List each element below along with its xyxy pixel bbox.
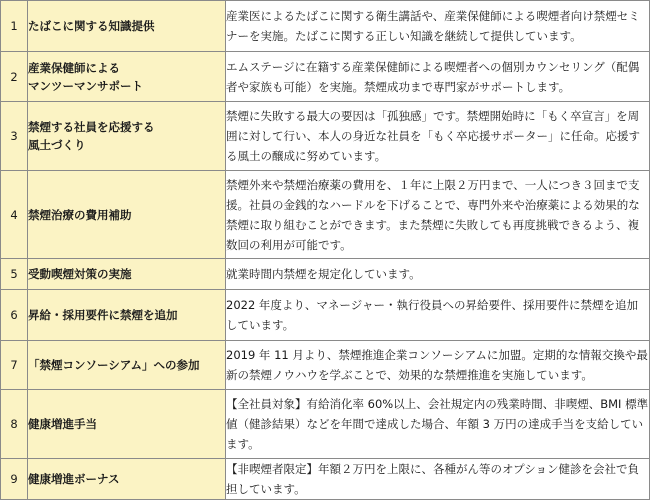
measure-title: 受動喫煙対策の実施 bbox=[28, 259, 226, 290]
measure-title: 禁煙治療の費用補助 bbox=[28, 171, 226, 259]
measure-title: 「禁煙コンソーシアム」への参加 bbox=[28, 341, 226, 390]
measure-description: 禁煙外来や禁煙治療薬の費用を、１年に上限２万円まで、一人につき３回まで支援。社員の金銭的なハードルを下げることで、専門外来や治療薬による効果的な禁煙に取り組むことができます。また禁煙に失敗しても再度挑戦できるよう、複数回の利用が可能です。 bbox=[226, 171, 650, 259]
row-number: 6 bbox=[1, 290, 28, 341]
table-row bbox=[1, 102, 650, 171]
row-number: 7 bbox=[1, 341, 28, 390]
row-number: 3 bbox=[1, 102, 28, 171]
row-number: 5 bbox=[1, 259, 28, 290]
measure-description: 産業医によるたばこに関する衛生講話や、産業保健師による喫煙者向け禁煙セミナーを実施。たばこに関する正しい知識を継続して提供しています。 bbox=[226, 1, 650, 52]
measure-title: 禁煙する社員を応援する 風土づくり bbox=[28, 102, 226, 171]
measure-title: 健康増進ボーナス bbox=[28, 459, 226, 500]
measure-description: 就業時間内禁煙を規定化しています。 bbox=[226, 259, 650, 290]
row-number: 4 bbox=[1, 171, 28, 259]
row-number: 8 bbox=[1, 390, 28, 459]
table-row bbox=[1, 459, 650, 500]
row-number: 9 bbox=[1, 459, 28, 500]
row-number: 1 bbox=[1, 1, 28, 52]
table-row bbox=[1, 52, 650, 102]
table-row bbox=[1, 341, 650, 390]
table-row bbox=[1, 1, 650, 52]
measure-title: たばこに関する知識提供 bbox=[28, 1, 226, 52]
measure-description: 2022 年度より、マネージャー・執行役員への昇給要件、採用要件に禁煙を追加しています。 bbox=[226, 290, 650, 341]
measure-title: 産業保健師による マンツーマンサポート bbox=[28, 52, 226, 102]
measure-title: 昇給・採用要件に禁煙を追加 bbox=[28, 290, 226, 341]
measure-description: 禁煙に失敗する最大の要因は「孤独感」です。禁煙開始時に「もく卒宣言」を周囲に対して行い、本人の身近な社員を「もく卒応援サポーター」に任命。応援する風土の醸成に努めています。 bbox=[226, 102, 650, 171]
measure-description: 【非喫煙者限定】年額２万円を上限に、各種がん等のオプション健診を会社で負担しています。 bbox=[226, 459, 650, 500]
table-row bbox=[1, 390, 650, 459]
measure-title: 健康増進手当 bbox=[28, 390, 226, 459]
table-row bbox=[1, 259, 650, 290]
measure-description: 2019 年 11 月より、禁煙推進企業コンソーシアムに加盟。定期的な情報交換や最新の禁煙ノウハウを学ぶことで、効果的な禁煙推進を実施しています。 bbox=[226, 341, 650, 390]
row-number: 2 bbox=[1, 52, 28, 102]
table-row bbox=[1, 171, 650, 259]
measure-description: エムステージに在籍する産業保健師による喫煙者への個別カウンセリング（配偶者や家族も可能）を実施。禁煙成功まで専門家がサポートします。 bbox=[226, 52, 650, 102]
measure-description: 【全社員対象】有給消化率 60%以上、会社規定内の残業時間、非喫煙、BMI 標準値（健診結果）などを年間で達成した場合、年額 3 万円の達成手当を支給しています。 bbox=[226, 390, 650, 459]
table-row bbox=[1, 290, 650, 341]
